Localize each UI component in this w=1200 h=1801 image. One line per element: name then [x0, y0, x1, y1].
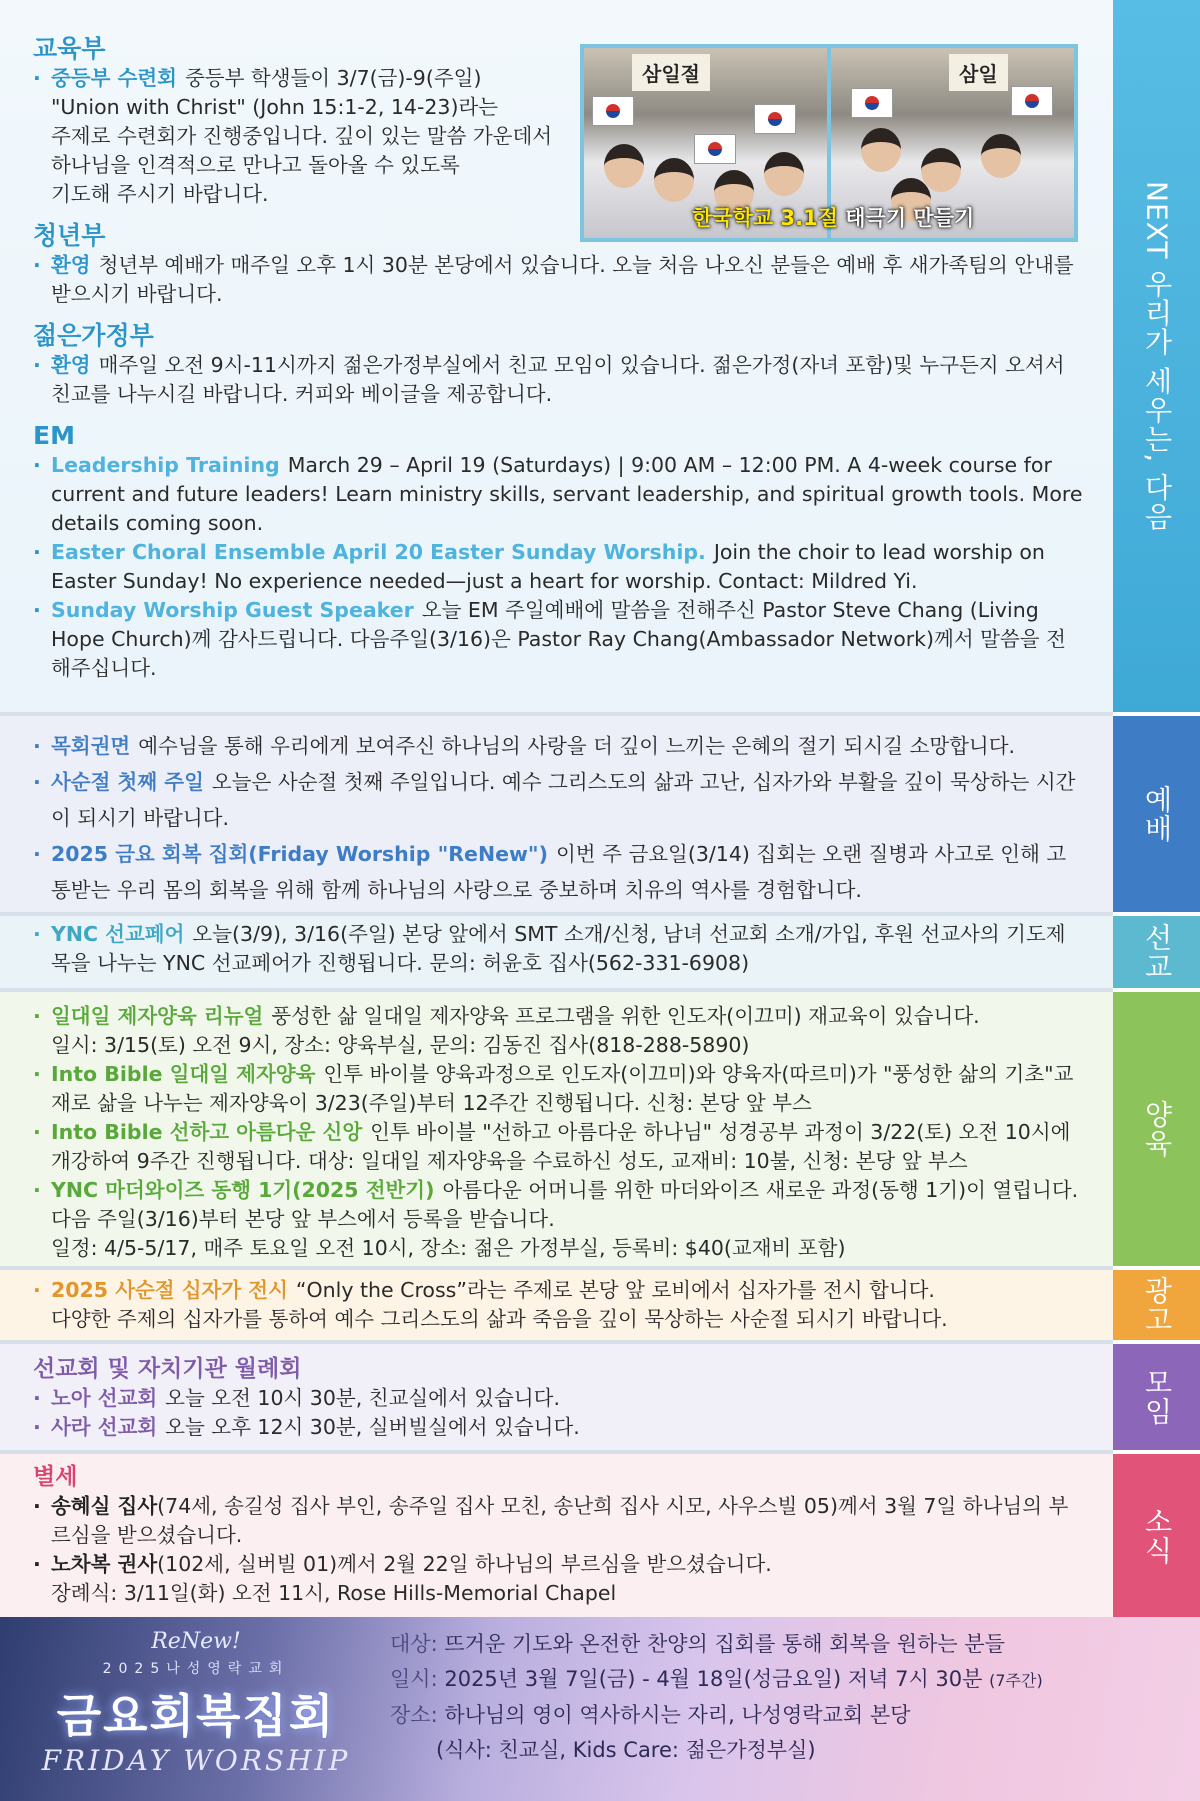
- list-item: [33, 1176, 1083, 1234]
- list-item: [33, 764, 1083, 836]
- list-item: [33, 1118, 1083, 1176]
- item-text: 청년부 예배가 매주일 오후 1시 30분 본당에서 있습니다. 오늘 처음 나오신 분들은 예배 후 새가족팀의 안내를 받으시기 바랍니다.: [51, 253, 1074, 306]
- item-text: Join the choir to lead worship on Easter Sunday! No experience needed—just a heart for worship. Contact: Mildred Yi.: [51, 540, 1045, 593]
- item-text: 오늘은 사순절 첫째 주일입니다. 예수 그리스도의 삶과 고난, 십자가와 부활을 깊이 묵상하는 시간이 되시기 바랍니다.: [51, 770, 1076, 830]
- tab-nurture-label: 양육: [1140, 1100, 1174, 1158]
- child-figure: [604, 144, 644, 188]
- tab-news-label: 소식: [1140, 1506, 1174, 1565]
- item-text: 풍성한 삶 일대일 제자양육 프로그램을 위한 인도자(이끄미) 재교육이 있습니다.: [271, 1004, 980, 1028]
- item-title: 환영: [51, 353, 91, 377]
- child-figure: [654, 158, 694, 202]
- item-title: 목회권면: [51, 734, 131, 758]
- tab-news: [1113, 1454, 1200, 1617]
- item-line: 일정: 4/5-5/17, 매주 토요일 오전 10시, 장소: 젊은 가정부실, 등록비: $40(교재비 포함): [51, 1236, 846, 1260]
- item-title: Leadership Training: [51, 453, 280, 477]
- tab-worship: [1113, 716, 1200, 912]
- young-family-block: [33, 321, 1083, 409]
- child-figure: [764, 152, 804, 196]
- education-heading: 교육부: [33, 34, 106, 63]
- place-label: 장소:: [390, 1703, 438, 1727]
- list-item: [33, 596, 1083, 683]
- item-line: 다양한 주제의 십자가를 통하여 예수 그리스도의 삶과 죽음을 깊이 묵상하는 사순절 되시기 바랍니다.: [51, 1307, 948, 1331]
- tab-mission-label: 선교: [1140, 923, 1174, 981]
- flag-icon: [694, 134, 736, 164]
- item-title: 일대일 제자양육 리뉴얼: [51, 1004, 264, 1028]
- item-text: (74세, 송길성 집사 부인, 송주일 집사 모친, 송난희 집사 시모, 사우스빌 05)께서 3월 7일 하나님의 부르심을 받으셨습니다.: [51, 1494, 1069, 1547]
- section-ad: [0, 1270, 1113, 1340]
- list-item: [33, 538, 1083, 596]
- target-text: 뜨거운 기도와 온전한 찬양의 집회를 통해 회복을 원하는 분들: [444, 1632, 1005, 1656]
- item-title: Easter Choral Ensemble April 20 Easter Sunday Worship.: [51, 540, 706, 564]
- section-news: [0, 1454, 1113, 1617]
- item-text: 예수님을 통해 우리에게 보여주신 하나님의 사랑을 더 깊이 느끼는 은혜의 절기 되시길 소망합니다.: [138, 734, 1016, 758]
- item-line: 하나님을 인격적으로 만나고 돌아올 수 있도록: [51, 153, 460, 177]
- item-title: 사라 선교회: [51, 1415, 158, 1439]
- item-title: YNC 마더와이즈 동행 1기(2025 전반기): [51, 1178, 435, 1202]
- list-item: [33, 64, 568, 93]
- list-item: [33, 1384, 1083, 1413]
- item-title: 송혜실 집사: [51, 1494, 158, 1518]
- tab-next-label: NEXT 우리가 세우는, 다음: [1140, 180, 1174, 532]
- child-figure: [981, 134, 1021, 178]
- event-place: [390, 1698, 1180, 1733]
- korean-school-photo: [580, 44, 1078, 242]
- em-block: [33, 421, 1083, 683]
- event-target: [390, 1627, 1180, 1662]
- item-text: 인투 바이블 양육과정으로 인도자(이끄미)와 양육자(따르미)가 "풍성한 삶의 기초"교재로 삶을 나누는 제자양육이 3/23(주일)부터 12주간 진행됩니다. 신청: 본당 앞 부스: [51, 1062, 1074, 1115]
- item-line: 주제로 수련회가 진행중입니다. 깊이 있는 말씀 가운데서: [51, 124, 553, 148]
- friday-worship-logo: [36, 1627, 356, 1797]
- flag-icon: [851, 88, 893, 118]
- list-item: [33, 1002, 1083, 1031]
- list-item: [33, 920, 1083, 978]
- list-item: [33, 836, 1083, 908]
- event-date: [390, 1662, 1180, 1698]
- flag-icon: [1011, 86, 1053, 116]
- list-item: [33, 1413, 1083, 1442]
- logo-church: 2025나성영락교회: [102, 1661, 290, 1677]
- tab-ad-label: 광고: [1140, 1276, 1174, 1334]
- logo-title: 금요회복집회: [56, 1689, 336, 1743]
- section-mission: [0, 916, 1113, 988]
- item-title: Sunday Worship Guest Speaker: [51, 598, 414, 622]
- tab-nurture: [1113, 992, 1200, 1266]
- event-meal: (식사: 친교실, Kids Care: 젊은가정부실): [436, 1738, 816, 1762]
- list-item: [33, 451, 1083, 538]
- date-note: (7주간): [989, 1671, 1043, 1690]
- item-line: 기도해 주시기 바랍니다.: [51, 182, 269, 206]
- section-worship: [0, 716, 1113, 912]
- list-item: [33, 1492, 1083, 1550]
- item-title: 2025 금요 회복 집회(Friday Worship "ReNew"): [51, 842, 548, 866]
- item-text: “Only the Cross”라는 주제로 본당 앞 로비에서 십자가를 전시 합니다.: [295, 1278, 935, 1302]
- tab-next: [1113, 0, 1200, 712]
- photo-sign: 삼일: [949, 54, 1008, 91]
- tab-worship-label: 예배: [1140, 785, 1174, 843]
- item-line: "Union with Christ" (John 15:1-2, 14-23)라는: [51, 95, 499, 119]
- item-title: YNC 선교페어: [51, 922, 185, 946]
- item-text: 오늘 오전 10시 30분, 친교실에서 있습니다.: [165, 1386, 560, 1410]
- item-text: March 29 – April 19 (Saturdays) | 9:00 AM – 12:00 PM. A 4-week course for current and future leaders! Learn ministry skills, servant leadership, and spiritual growth tools. More details coming soon.: [51, 453, 1083, 535]
- target-label: 대상:: [390, 1632, 438, 1656]
- meeting-heading: 선교회 및 자치기관 월례회: [33, 1356, 302, 1382]
- list-item: [33, 1276, 1083, 1305]
- item-text: 이번 주 금요일(3/14) 집회는 오랜 질병과 사고로 인해 고통받는 우리 몸의 회복을 위해 함께 하나님의 사랑으로 중보하며 치유의 역사를 경험합니다.: [51, 842, 1067, 902]
- item-text: 중등부 학생들이 3/7(금)-9(주일): [184, 66, 482, 90]
- photo-caption: [692, 202, 974, 232]
- photo-caption-highlight: 한국학교 3.1절: [692, 206, 838, 230]
- tab-ad: [1113, 1270, 1200, 1340]
- item-line: 장례식: 3/11일(화) 오전 11시, Rose Hills-Memorial Chapel: [51, 1581, 617, 1605]
- date-text: 2025년 3월 7일(금) - 4월 18일(성금요일) 저녁 7시 30분: [444, 1667, 983, 1691]
- event-info: [390, 1627, 1180, 1768]
- tab-mission: [1113, 916, 1200, 988]
- child-figure: [921, 148, 961, 192]
- section-meeting: [0, 1344, 1113, 1450]
- item-title: 환영: [51, 253, 91, 277]
- photo-caption-text: 태극기 만들기: [845, 206, 975, 230]
- item-text: 매주일 오전 9시-11시까지 젊은가정부실에서 친교 모임이 있습니다. 젊은가정(자녀 포함)및 누구든지 오셔서 친교를 나누시길 바랍니다. 커피와 베이글을 제공합니다.: [51, 353, 1065, 406]
- em-heading: EM: [33, 421, 75, 450]
- list-item: [33, 1550, 1083, 1579]
- list-item: [33, 1060, 1083, 1118]
- item-title: Into Bible 일대일 제자양육: [51, 1062, 316, 1086]
- news-heading: 별세: [33, 1464, 78, 1490]
- item-text: (102세, 실버빌 01)께서 2월 22일 하나님의 부르심을 받으셨습니다.: [157, 1552, 772, 1576]
- item-text: 오늘 오후 12시 30분, 실버빌실에서 있습니다.: [165, 1415, 580, 1439]
- item-title: 중등부 수련회: [51, 66, 177, 90]
- youth-heading: 청년부: [33, 221, 106, 250]
- logo-renew: ReNew!: [151, 1629, 241, 1654]
- item-text: 인투 바이블 "선하고 아름다운 하나님" 성경공부 과정이 3/22(토) 오전 10시에 개강하여 9주간 진행됩니다. 대상: 일대일 제자양육을 수료하신 성도, 교재비: 10불, 신청: 본당 앞 부스: [51, 1120, 1071, 1173]
- flag-icon: [754, 104, 796, 134]
- item-title: 사순절 첫째 주일: [51, 770, 204, 794]
- item-title: 노아 선교회: [51, 1386, 158, 1410]
- friday-worship-banner: [0, 1617, 1200, 1801]
- list-item: [33, 351, 1083, 409]
- place-text: 하나님의 영이 역사하시는 자리, 나성영락교회 본당: [444, 1703, 911, 1727]
- young-family-heading: 젊은가정부: [33, 321, 154, 350]
- education-block: [33, 34, 568, 209]
- item-line: 일시: 3/15(토) 오전 9시, 장소: 양육부실, 문의: 김동진 집사(818-288-5890): [51, 1033, 750, 1057]
- tab-meeting-label: 모임: [1140, 1368, 1174, 1426]
- item-text: 아름다운 어머니를 위한 마더와이즈 새로운 과정(동행 1기)이 열립니다. 다음 주일(3/16)부터 본당 앞 부스에서 등록을 받습니다.: [51, 1178, 1079, 1231]
- item-title: Into Bible 선하고 아름다운 신앙: [51, 1120, 363, 1144]
- logo-subtitle: FRIDAY WORSHIP: [41, 1744, 351, 1777]
- tab-meeting: [1113, 1344, 1200, 1450]
- item-title: 2025 사순절 십자가 전시: [51, 1278, 288, 1302]
- photo-sign: 삼일절: [632, 54, 710, 91]
- list-item: [33, 728, 1083, 764]
- date-label: 일시:: [390, 1667, 438, 1691]
- item-text: 오늘(3/9), 3/16(주일) 본당 앞에서 SMT 소개/신청, 남녀 선교회 소개/가입, 후원 선교사의 기도제목을 나누는 YNC 선교페어가 진행됩니다. 문의: 허윤호 집사(562-331-6908): [51, 922, 1066, 975]
- flag-icon: [592, 96, 634, 126]
- list-item: [33, 251, 1083, 309]
- child-figure: [861, 128, 901, 172]
- item-text: 오늘 EM 주일예배에 말씀을 전해주신 Pastor Steve Chang (Living Hope Church)께 감사드립니다. 다음주일(3/16)은 Pastor Ray Chang(Ambassador Network)께서 말씀을 전해주십니다.: [51, 598, 1066, 680]
- section-nurture: [0, 992, 1113, 1266]
- item-title: 노차복 권사: [51, 1552, 158, 1576]
